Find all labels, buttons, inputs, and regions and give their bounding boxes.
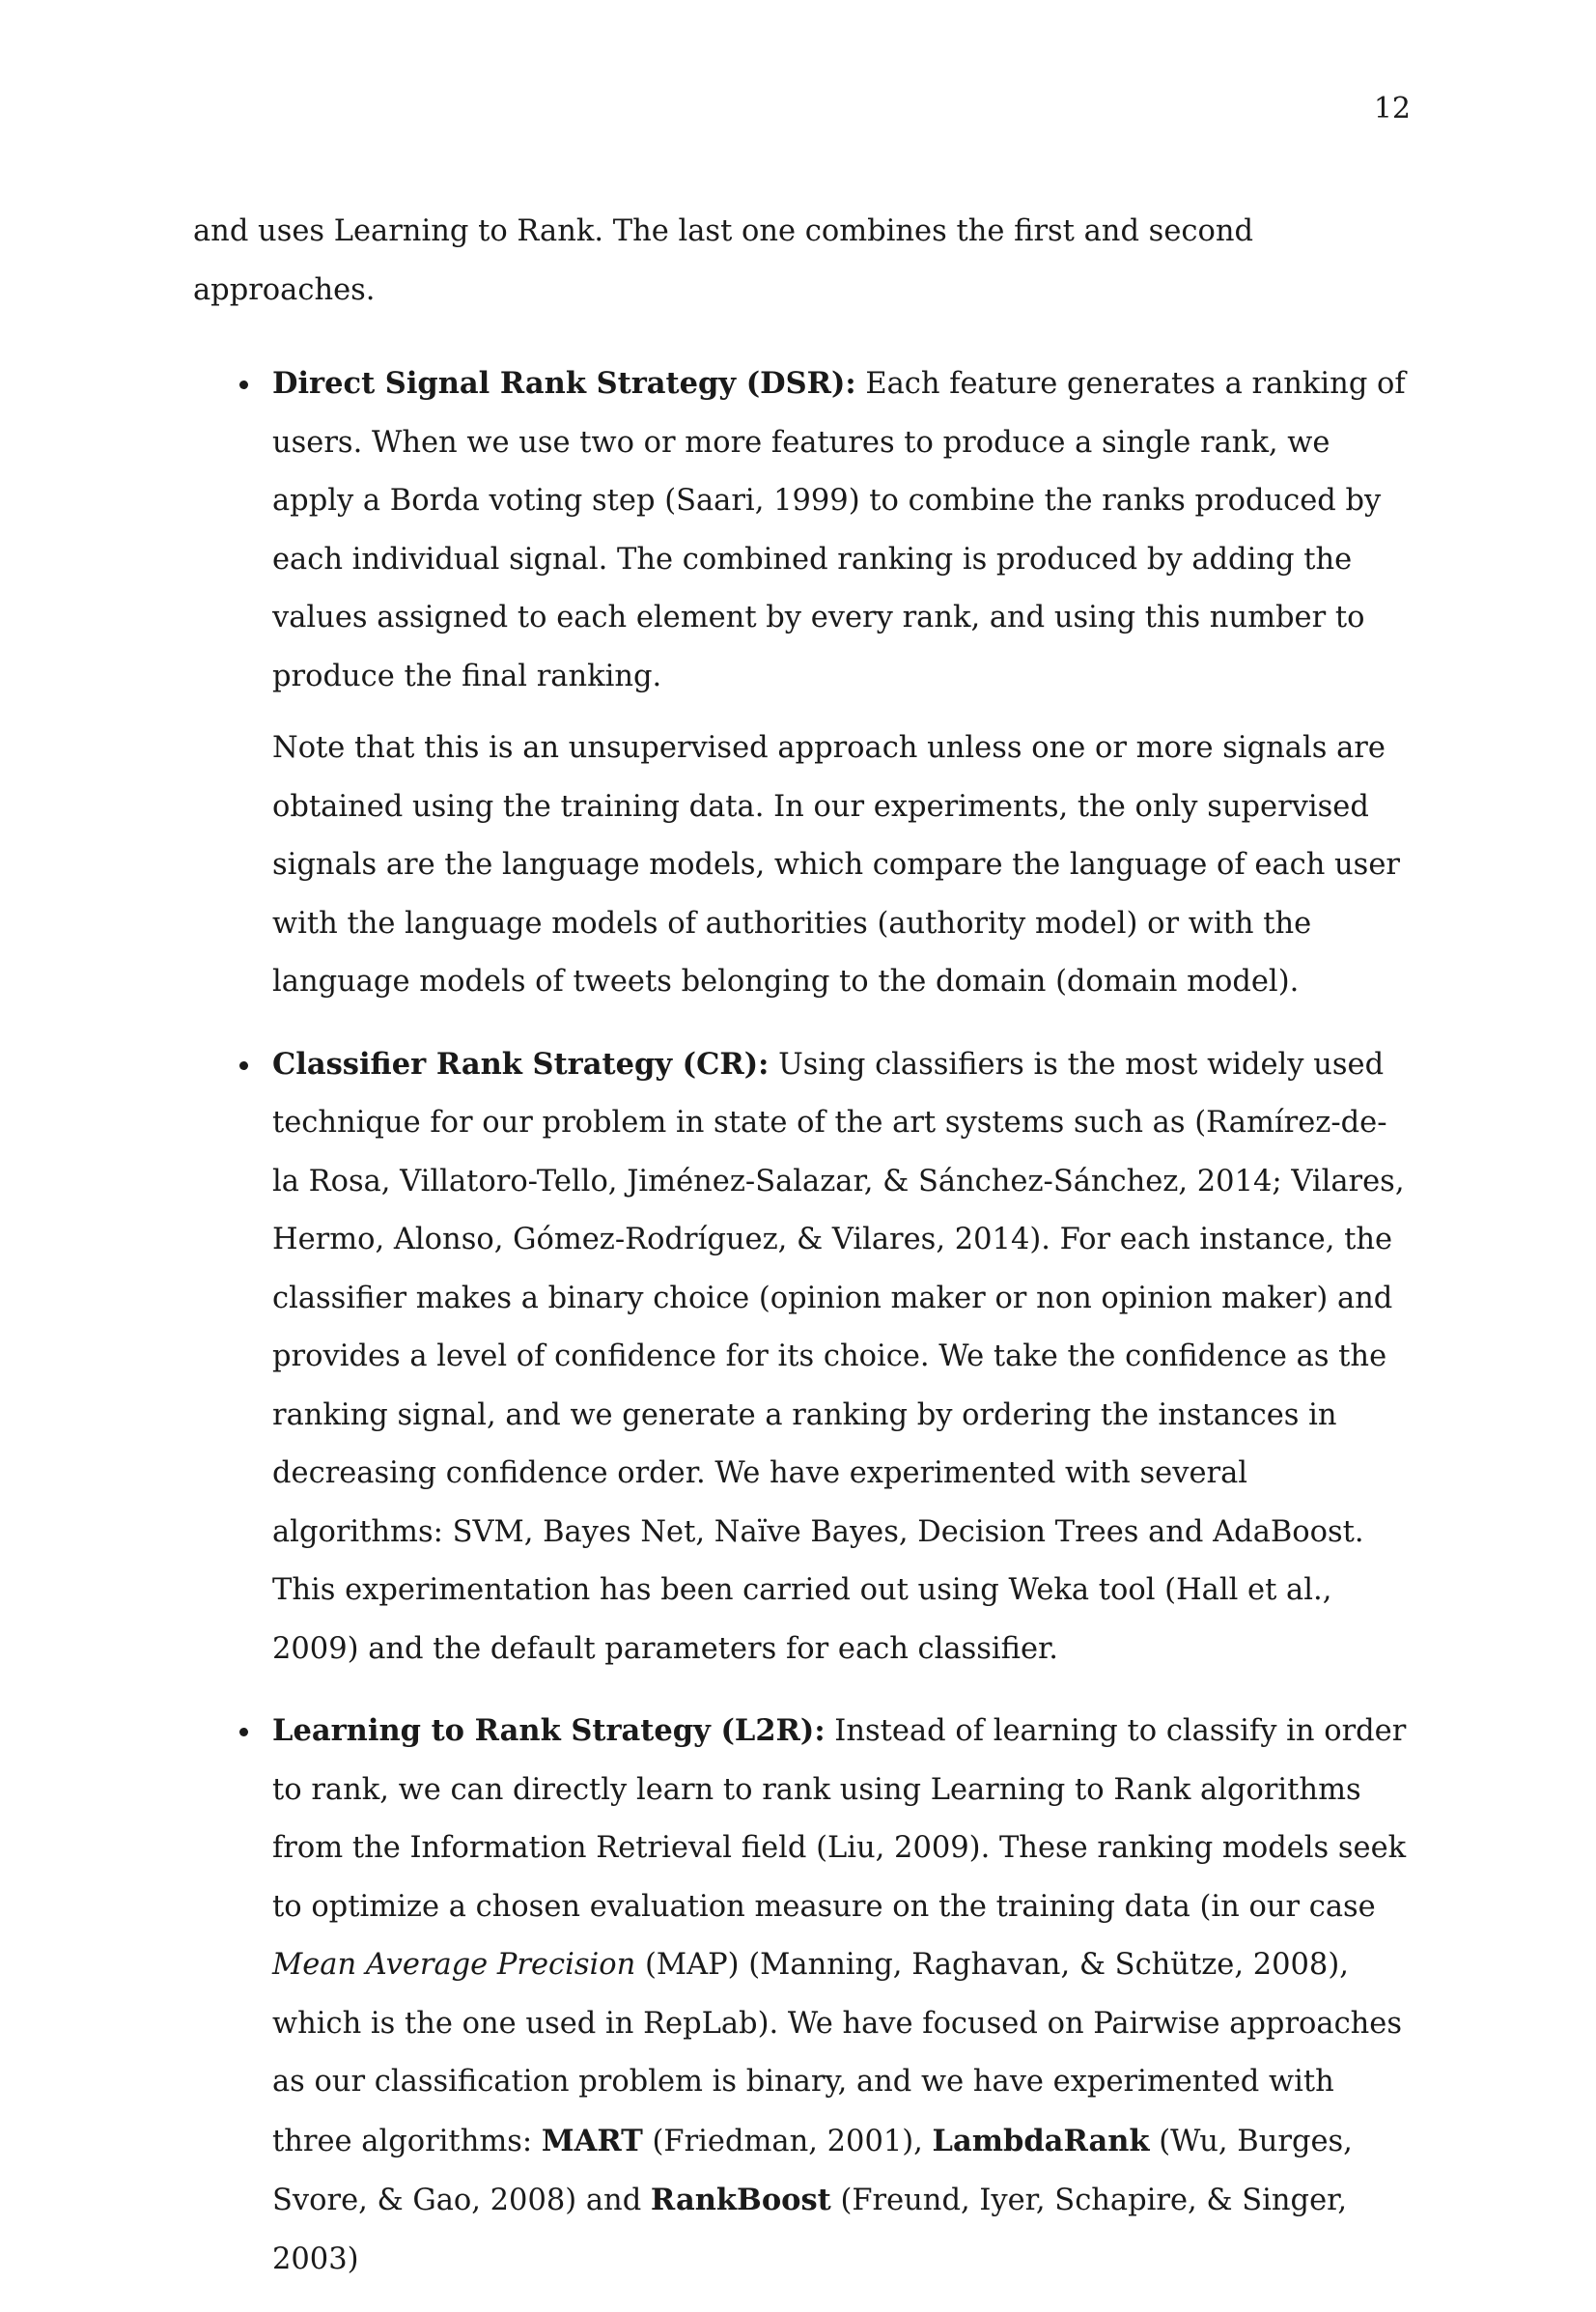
l2r-term: Learning to Rank Strategy (L2R): (272, 1713, 826, 1748)
list-item-l2r (193, 1702, 1412, 2289)
list-item-dsr (193, 354, 1412, 1012)
algo-rankboost: RankBoost (650, 2183, 831, 2217)
intro-paragraph: and uses Learning to Rank. The last one combines the first and second approaches. (193, 214, 1253, 307)
page-number: 12 (1373, 92, 1411, 126)
l2r-text-a: Instead of learning to classify in order to rank, we can directly learn to rank using Learning to Rank algorithms from the Information Retrieval field (Liu, 2009). These ranking models seek to optimize a chosen evaluation measure on the training data (in our case (272, 1714, 1407, 1924)
strategy-list (193, 354, 1412, 2289)
l2r-text-c: (Friedman, 2001), (642, 2124, 933, 2158)
cr-text: Using classifiers is the most widely used technique for our problem in state of the art systems such as (Ramírez-de-la Rosa, Villatoro-Tello, Jiménez-Salazar, & Sánchez-Sánchez, 2014; Vilares, Hermo, Alonso, Gómez-Rodríguez, & Vilares, 2014). For each instance, the classifier makes a binary choice (opinion maker or non opinion maker) and provides a level of confidence for its choice. We take the confidence as the ranking signal, and we generate a ranking by ordering the instances in decreasing confidence order. We have experimented with several algorithms: SVM, Bayes Net, Naïve Bayes, Decision Trees and AdaBoost. This experimentation has been carried out using Weka tool (Hall et al., 2009) and the default parameters for each classifier. (272, 1047, 1405, 1666)
dsr-paragraph (272, 354, 1412, 706)
algo-mart: MART (541, 2123, 643, 2158)
dsr-note-paragraph: Note that this is an unsupervised approach unless one or more signals are obtained using the training data. In our experiments, the only supervised signals are the language models, which compare the language of each user with the language models of authorities (authority model) or with the language models of tweets belonging to the domain (domain model). (272, 731, 1400, 999)
l2r-paragraph (272, 1702, 1412, 2289)
dsr-term: Direct Signal Rank Strategy (DSR): (272, 366, 856, 401)
l2r-italic-measure: Mean Average Precision (272, 1948, 636, 1982)
l2r-text-b: (MAP) (Manning, Raghavan, & Schütze, 2008), which is the one used in RepLab). We have focused on Pairwise approaches as our classification problem is binary, and we have experimented with three algorithms: (272, 1948, 1402, 2158)
l2r-text-d: (Wu, Burges, Svore, & Gao, 2008) and (272, 2124, 1353, 2217)
bullet-icon (239, 381, 248, 389)
list-item-cr (193, 1035, 1412, 1679)
bullet-icon (239, 1728, 248, 1736)
algo-lambdarank: LambdaRank (932, 2123, 1150, 2158)
cr-term: Classifier Rank Strategy (CR): (272, 1046, 770, 1082)
cr-paragraph (272, 1035, 1412, 1679)
dsr-text: Each feature generates a ranking of users. When we use two or more features to produce a single rank, we apply a Borda voting step (Saari, 1999) to combine the ranks produced by each individual signal. The combined ranking is produced by adding the values assigned to each element by every rank, and using this number to produce the final ranking. (272, 367, 1406, 693)
page-body (193, 203, 1412, 2312)
bullet-icon (239, 1061, 248, 1070)
l2r-text-e: (Freund, Iyer, Schapire, & Singer, 2003) (272, 2184, 1348, 2276)
